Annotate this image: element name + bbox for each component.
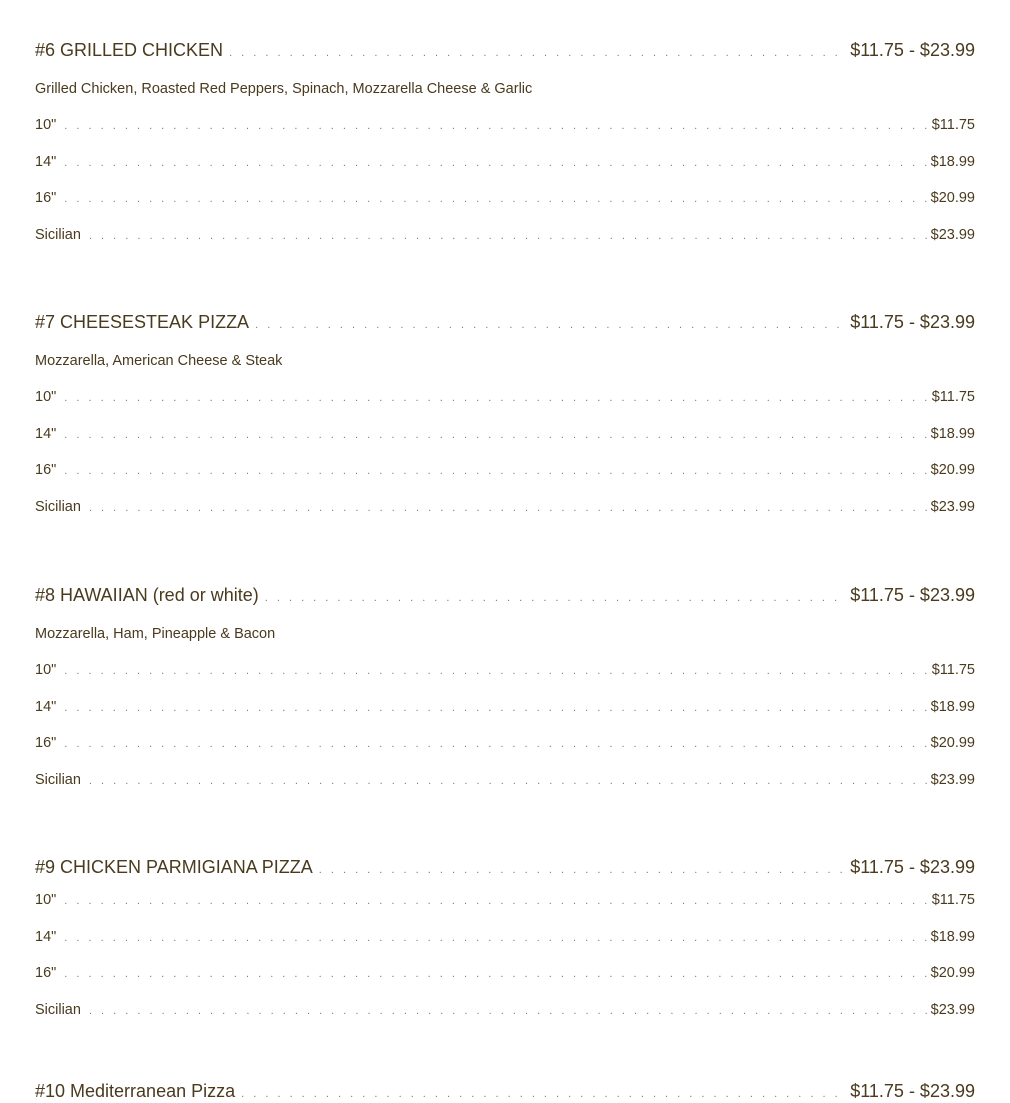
- size-price: $18.99: [930, 153, 975, 170]
- menu-item-chicken-parmigiana-pizza[interactable]: [35, 857, 975, 1038]
- dot-leader: [241, 1088, 846, 1100]
- size-option[interactable]: [35, 389, 975, 426]
- dot-leader: [64, 738, 926, 750]
- size-option[interactable]: [35, 462, 975, 499]
- size-price: $23.99: [930, 498, 975, 515]
- size-price: $23.99: [930, 771, 975, 788]
- size-option[interactable]: [35, 426, 975, 463]
- size-price: $11.75: [931, 662, 975, 678]
- dot-leader: [64, 968, 926, 980]
- size-price: $11.75: [931, 117, 975, 133]
- size-label: 16": [35, 965, 57, 981]
- menu-item-price-range: $11.75 - $23.99: [850, 40, 975, 60]
- size-list: [35, 117, 975, 263]
- dot-leader: [255, 319, 846, 331]
- dot-leader: [64, 392, 927, 404]
- size-label: 16": [35, 735, 57, 751]
- dot-leader: [64, 895, 927, 907]
- menu-item-price-range: $11.75 - $23.99: [850, 1081, 975, 1101]
- menu-item-title: #9 CHICKEN PARMIGIANA PIZZA: [35, 857, 313, 877]
- size-label: 14": [35, 698, 57, 715]
- dot-leader: [64, 932, 926, 944]
- size-option[interactable]: [35, 499, 975, 536]
- size-price: $20.99: [930, 735, 975, 751]
- size-option[interactable]: [35, 699, 975, 736]
- size-list: [35, 389, 975, 535]
- menu-item-grilled-chicken[interactable]: [35, 40, 975, 263]
- dot-leader: [229, 47, 846, 59]
- size-label: 10": [35, 892, 57, 908]
- size-price: $20.99: [930, 190, 975, 206]
- menu-item-title: #7 CHEESESTEAK PIZZA: [35, 312, 250, 332]
- size-price: $20.99: [930, 462, 975, 478]
- menu-item-header: [35, 1081, 975, 1102]
- menu-item-header: [35, 40, 975, 61]
- size-label: Sicilian: [35, 226, 81, 243]
- dot-leader: [64, 702, 926, 714]
- size-price: $23.99: [930, 1001, 975, 1018]
- size-option[interactable]: [35, 662, 975, 699]
- size-option[interactable]: [35, 190, 975, 227]
- dot-leader: [64, 429, 926, 441]
- size-option[interactable]: [35, 154, 975, 191]
- menu-item-title: #10 Mediterranean Pizza: [35, 1081, 236, 1101]
- size-label: 10": [35, 117, 57, 133]
- size-list: [35, 892, 975, 1038]
- size-option[interactable]: [35, 735, 975, 772]
- dot-leader: [89, 502, 927, 514]
- size-price: $18.99: [930, 698, 975, 715]
- menu-item-price-range: $11.75 - $23.99: [850, 857, 975, 877]
- menu-item-price-range: $11.75 - $23.99: [850, 585, 975, 605]
- dot-leader: [64, 193, 926, 205]
- size-label: Sicilian: [35, 498, 81, 515]
- size-price: $23.99: [930, 226, 975, 243]
- menu-item-cheesesteak-pizza[interactable]: [35, 312, 975, 535]
- size-label: 14": [35, 153, 57, 170]
- menu-item-hawaiian[interactable]: [35, 585, 975, 808]
- dot-leader: [89, 230, 927, 242]
- size-option[interactable]: [35, 227, 975, 264]
- size-label: 14": [35, 425, 57, 442]
- size-price: $11.75: [931, 389, 975, 405]
- size-price: $18.99: [930, 928, 975, 945]
- dot-leader: [64, 157, 926, 169]
- menu-item-header: [35, 857, 975, 878]
- menu-item-title: #8 HAWAIIAN (red or white): [35, 585, 259, 605]
- size-option[interactable]: [35, 772, 975, 809]
- dot-leader: [265, 592, 846, 604]
- size-list: [35, 662, 975, 808]
- size-label: 16": [35, 190, 57, 206]
- dot-leader: [89, 775, 927, 787]
- menu-item-title: #6 GRILLED CHICKEN: [35, 40, 224, 60]
- size-price: $20.99: [930, 965, 975, 981]
- size-label: 10": [35, 662, 57, 678]
- size-option[interactable]: [35, 892, 975, 929]
- dot-leader: [319, 864, 846, 876]
- size-label: 10": [35, 389, 57, 405]
- size-label: Sicilian: [35, 1001, 81, 1018]
- menu-item-description: Grilled Chicken, Roasted Red Peppers, Spinach, Mozzarella Cheese & Garlic: [35, 81, 533, 97]
- size-option[interactable]: [35, 965, 975, 1002]
- size-option[interactable]: [35, 117, 975, 154]
- size-label: 16": [35, 462, 57, 478]
- size-option[interactable]: [35, 1002, 975, 1039]
- menu-item-description: Mozzarella, Ham, Pineapple & Bacon: [35, 626, 276, 642]
- size-option[interactable]: [35, 929, 975, 966]
- size-price: $11.75: [931, 892, 975, 908]
- menu-item-header: [35, 585, 975, 606]
- menu-item-header: [35, 312, 975, 333]
- menu-item-description: Mozzarella, American Cheese & Steak: [35, 353, 283, 369]
- menu-item-mediterranean-pizza[interactable]: [35, 1081, 975, 1102]
- size-label: Sicilian: [35, 771, 81, 788]
- size-price: $18.99: [930, 425, 975, 442]
- dot-leader: [64, 120, 927, 132]
- menu-item-price-range: $11.75 - $23.99: [850, 312, 975, 332]
- dot-leader: [64, 665, 927, 677]
- size-label: 14": [35, 928, 57, 945]
- dot-leader: [64, 465, 926, 477]
- dot-leader: [89, 1005, 927, 1017]
